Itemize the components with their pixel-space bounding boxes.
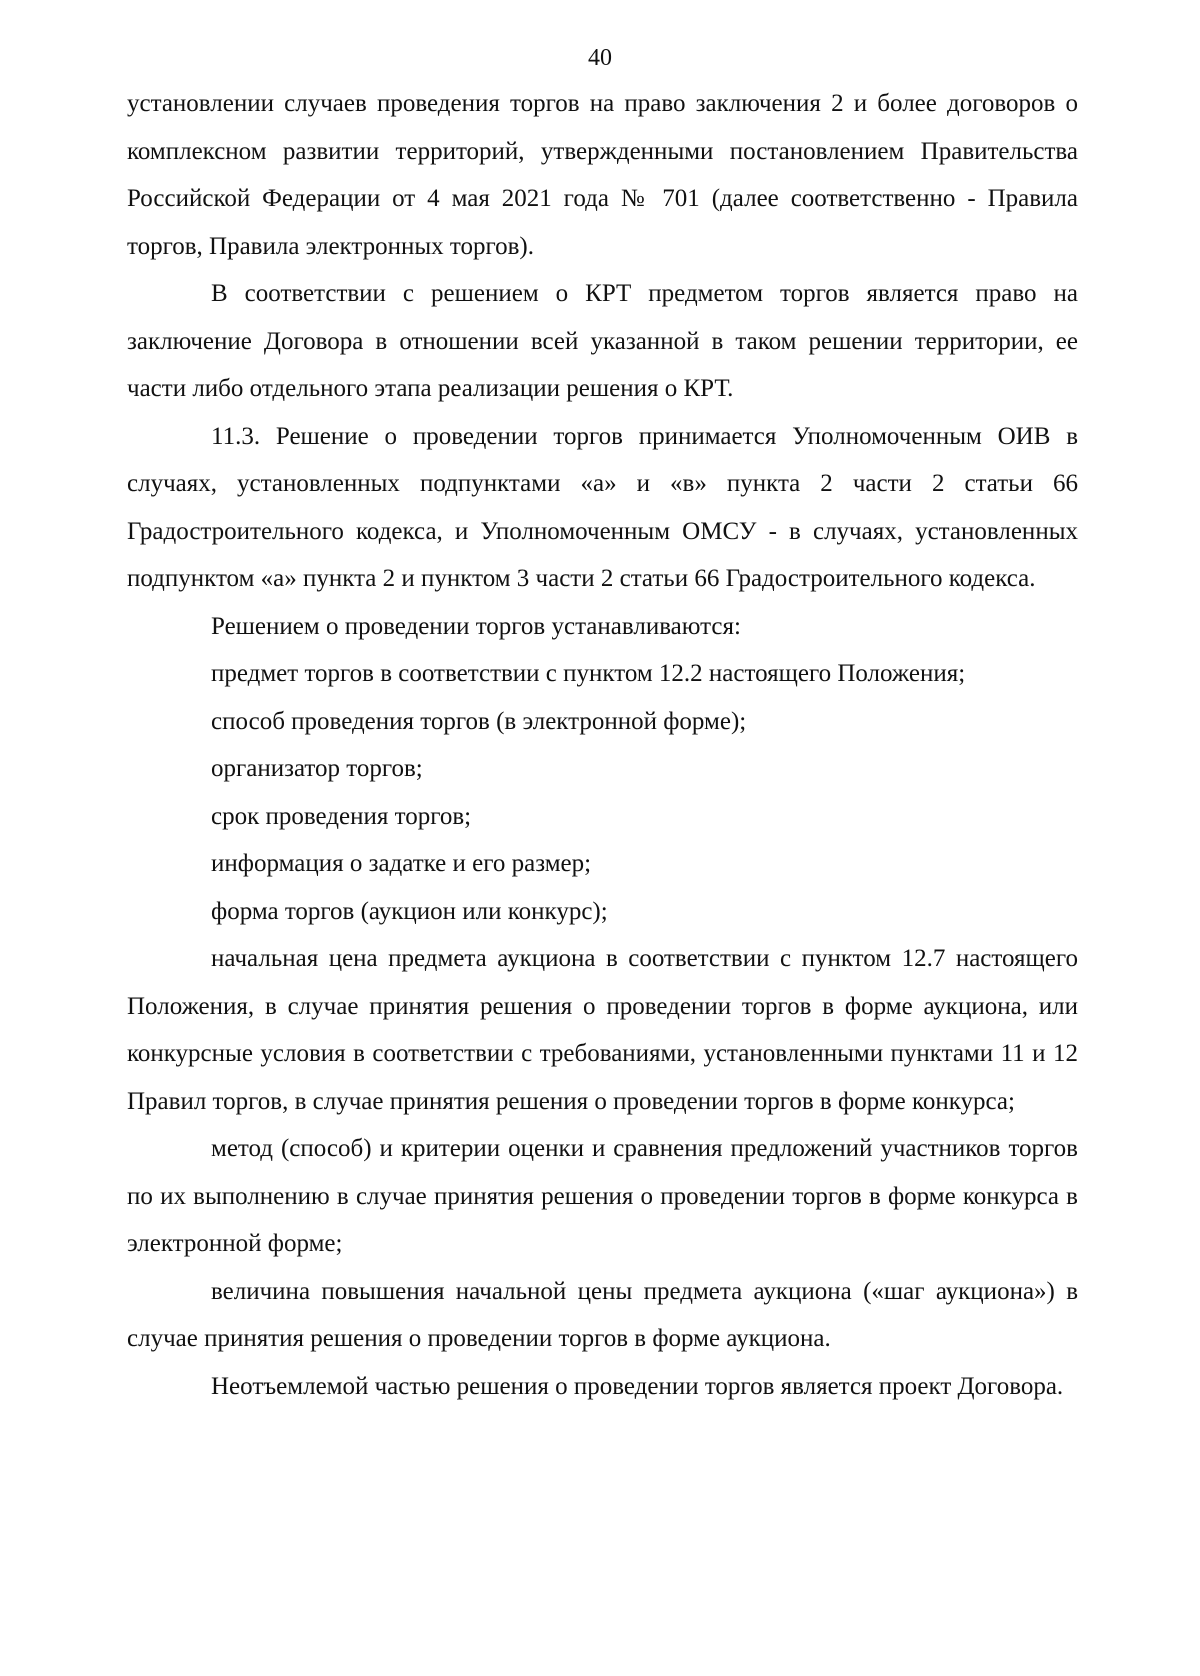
paragraph-initial-price: начальная цена предмета аукциона в соответствии с пунктом 12.7 настоящего Положения, в случае принятия решения о проведении торгов в форме аукциона, или конкурсные условия в соответствии с требованиями, установленными пунктами 11 и 12 Правил торгов, в случае принятия решения о проведении торгов в форме конкурса; — [127, 945, 1078, 1115]
document-body — [127, 80, 1078, 1410]
list-item: предмет торгов в соответствии с пунктом 12.2 настоящего Положения; — [211, 660, 966, 687]
list-item: форма торгов (аукцион или конкурс); — [211, 897, 608, 925]
list-item: организатор торгов; — [211, 755, 423, 782]
paragraph-subject-of-auction: В соответствии с решением о КРТ предметом торгов является право на заключение Договора в отношении всей указанной в таком решении территории, ее части либо отдельного этапа реализации решения о КРТ. — [127, 280, 1078, 402]
page-number: 40 — [588, 45, 612, 71]
paragraph-continuation: установлении случаев проведения торгов на право заключения 2 и более договоров о комплексном развитии территорий, утвержденными постановлением Правительства Российской Федерации от 4 мая 2021 года № 701 (далее соответственно - Правила торгов, Правила электронных торгов). — [127, 90, 1078, 260]
list-item: способ проведения торгов (в электронной форме); — [211, 707, 747, 735]
list-intro: Решением о проведении торгов устанавливаются: — [211, 612, 741, 640]
paragraph-draft-contract: Неотъемлемой частью решения о проведении торгов является проект Договора. — [211, 1372, 1064, 1400]
list-item: информация о задатке и его размер; — [211, 850, 592, 877]
list-item: срок проведения торгов; — [211, 802, 472, 830]
paragraph-11-3: 11.3. Решение о проведении торгов принимается Уполномоченным ОИВ в случаях, установленных подпунктами «а» и «в» пункта 2 части 2 статьи 66 Градостроительного кодекса, и Уполномоченным ОМСУ - в случаях, установленных подпунктом «а» пункта 2 и пунктом 3 части 2 статьи 66 Градостроительного кодекса. — [127, 422, 1078, 592]
paragraph-auction-step: величина повышения начальной цены предмета аукциона («шаг аукциона») в случае принятия решения о проведении торгов в форме аукциона. — [127, 1277, 1078, 1352]
paragraph-evaluation-method: метод (способ) и критерии оценки и сравнения предложений участников торгов по их выполнению в случае принятия решения о проведении торгов в форме конкурса в электронной форме; — [127, 1135, 1078, 1257]
